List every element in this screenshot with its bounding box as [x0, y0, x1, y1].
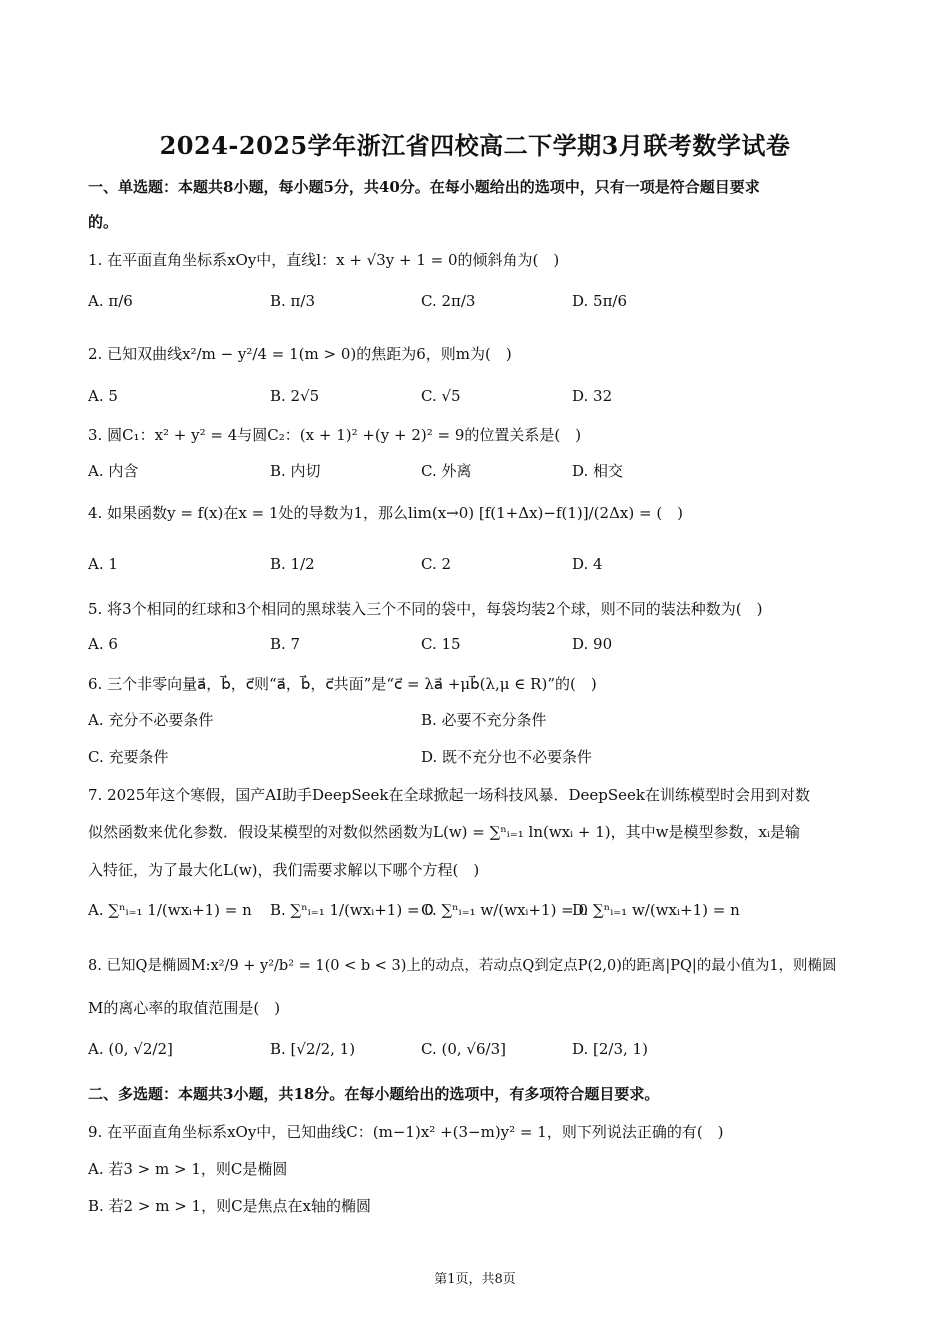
question-3-option-b: B. 内切: [270, 462, 321, 480]
question-5-option-c: C. 15: [421, 635, 461, 653]
question-4-stem: 4. 如果函数y = f(x)在x = 1处的导数为1，那么lim(x→0) [f(1+Δx)−f(1)]/(2Δx) = ( ): [88, 504, 684, 522]
question-1-option-a: A. π/6: [88, 292, 133, 310]
question-4-option-c: C. 2: [421, 555, 452, 573]
question-3-option-a: A. 内含: [88, 462, 139, 480]
question-9-stem: 9. 在平面直角坐标系xOy中，已知曲线C：(m−1)x² +(3−m)y² = 1，则下列说法正确的有( ): [88, 1123, 724, 1141]
question-3-option-d: D. 相交: [572, 462, 624, 480]
question-6-option-c: C. 充要条件: [88, 748, 169, 766]
question-8-option-b: B. [√2/2, 1): [270, 1040, 356, 1058]
question-6-option-a: A. 充分不必要条件: [88, 711, 214, 729]
question-8-option-c: C. (0, √6/3]: [421, 1040, 506, 1058]
question-8-option-a: A. (0, √2/2]: [88, 1040, 173, 1058]
question-1-option-d: D. 5π/6: [572, 292, 628, 310]
question-4-option-d: D. 4: [572, 555, 603, 573]
question-1-option-b: B. π/3: [270, 292, 316, 310]
question-2-option-a: A. 5: [88, 387, 118, 405]
page-footer: 第1页，共8页: [434, 1272, 516, 1287]
question-2-option-c: C. √5: [421, 387, 461, 405]
question-8-option-d: D. [2/3, 1): [572, 1040, 648, 1058]
question-9-option-b: B. 若2 > m > 1，则C是焦点在x轴的椭圆: [88, 1197, 372, 1215]
question-7-stem-cont-2: 入特征，为了最大化L(w)，我们需要求解以下哪个方程( ): [88, 861, 480, 879]
question-8-stem-cont: M的离心率的取值范围是( ): [88, 999, 281, 1017]
question-5-option-b: B. 7: [270, 635, 301, 653]
question-1-stem: 1. 在平面直角坐标系xOy中，直线l：x + √3y + 1 = 0的倾斜角为( ): [88, 251, 560, 269]
question-2-option-d: D. 32: [572, 387, 613, 405]
question-8-stem: 8. 已知Q是椭圆M:x²/9 + y²/b² = 1(0 < b < 3)上的动点，若动点Q到定点P(2,0)的距离|PQ|的最小值为1，则椭圆: [88, 958, 837, 974]
question-4-option-b: B. 1/2: [270, 555, 315, 573]
question-1-option-c: C. 2π/3: [421, 292, 476, 310]
page-title: 2024-2025学年浙江省四校高二下学期3月联考数学试卷: [159, 131, 791, 160]
question-7-option-c: C. ∑ⁿᵢ₌₁ w/(wxᵢ+1) = 0: [421, 901, 589, 919]
question-7-option-a: A. ∑ⁿᵢ₌₁ 1/(wxᵢ+1) = n: [88, 901, 252, 919]
section2-heading: 二、多选题：本题共3小题，共18分。在每小题给出的选项中，有多项符合题目要求。: [88, 1085, 660, 1103]
question-7-stem: 7. 2025年这个寒假，国产AI助手DeepSeek在全球掀起一场科技风暴．DeepSeek在训练模型时会用到对数: [88, 786, 811, 804]
question-7-stem-cont: 似然函数来优化参数．假设某模型的对数似然函数为L(w) = ∑ⁿᵢ₌₁ ln(wxᵢ + 1)，其中w是模型参数，xᵢ是输: [88, 823, 800, 841]
question-5-stem: 5. 将3个相同的红球和3个相同的黑球装入三个不同的袋中，每袋均装2个球，则不同的装法种数为( ): [88, 600, 763, 618]
question-3-stem: 3. 圆C₁：x² + y² = 4与圆C₂：(x + 1)² +(y + 2)² = 9的位置关系是( ): [88, 426, 582, 444]
question-2-stem: 2. 已知双曲线x²/m − y²/4 = 1(m > 0)的焦距为6，则m为( ): [88, 345, 512, 363]
question-6-stem: 6. 三个非零向量a⃗，b⃗，c⃗则“a⃗，b⃗，c⃗共面”是“c⃗ = λa⃗ +μb⃗(λ,μ ∈ R)”的( ): [88, 675, 597, 693]
question-2-option-b: B. 2√5: [270, 387, 320, 405]
question-3-option-c: C. 外离: [421, 462, 472, 480]
question-7-option-b: B. ∑ⁿᵢ₌₁ 1/(wxᵢ+1) = 0: [270, 901, 434, 919]
question-4-option-a: A. 1: [88, 555, 118, 573]
question-5-option-d: D. 90: [572, 635, 613, 653]
question-9-option-a: A. 若3 > m > 1，则C是椭圆: [88, 1160, 288, 1178]
section1-heading: 一、单选题：本题共8小题，每小题5分，共40分。在每小题给出的选项中，只有一项是符合题目要求: [88, 178, 760, 196]
question-5-option-a: A. 6: [88, 635, 118, 653]
question-7-option-d: D. ∑ⁿᵢ₌₁ w/(wxᵢ+1) = n: [572, 901, 740, 919]
section1-heading-cont: 的。: [88, 213, 119, 231]
question-6-option-d: D. 既不充分也不必要条件: [421, 748, 593, 766]
question-6-option-b: B. 必要不充分条件: [421, 711, 547, 729]
